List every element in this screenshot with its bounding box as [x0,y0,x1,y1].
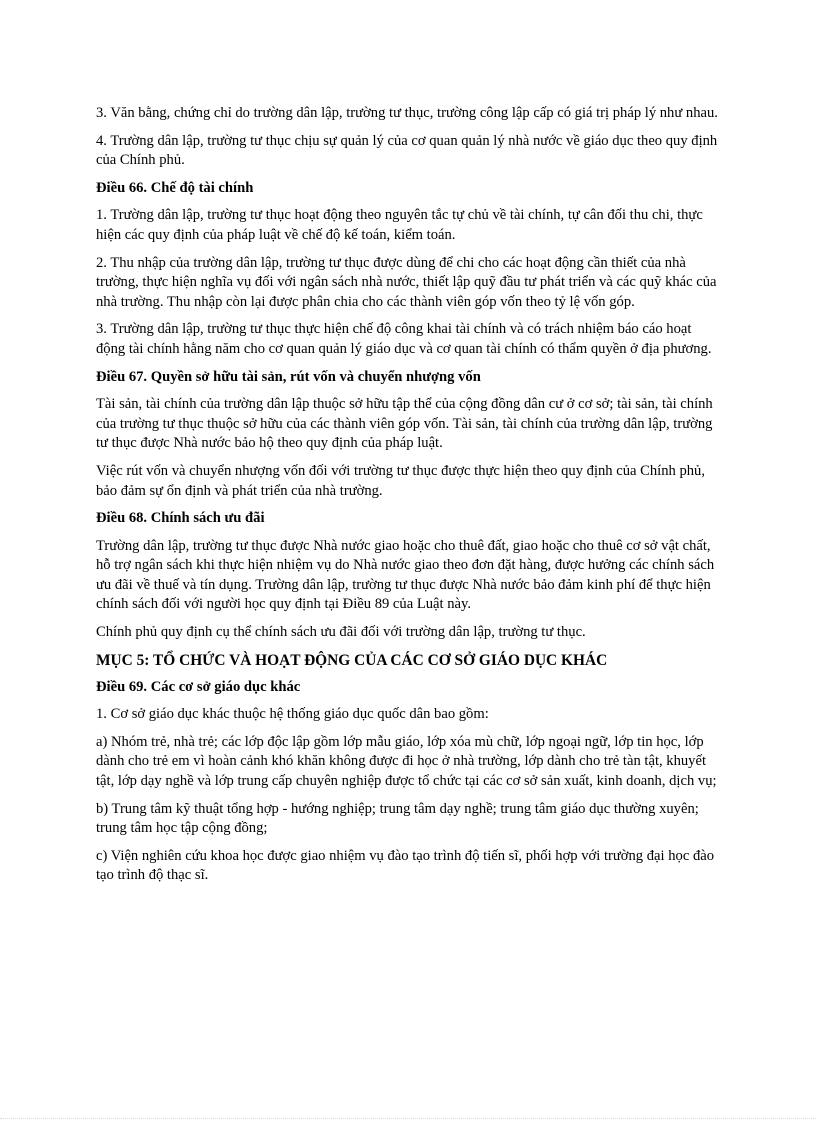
article-68-heading: Điều 68. Chính sách ưu đãi [96,510,265,527]
document-page [96,104,720,894]
article-67-heading: Điều 67. Quyền sở hữu tài sản, rút vốn và chuyển nhượng vốn [96,368,481,385]
article-66-clause-1: 1. Trường dân lập, trường tư thục hoạt động theo nguyên tắc tự chủ về tài chính, tự cân đối thu chi, thực hiện các quy định của pháp luật về chế độ kế toán, kiểm toán. [96,207,703,243]
page-bottom-divider [0,1118,816,1119]
article-69-item-b: b) Trung tâm kỹ thuật tổng hợp - hướng nghiệp; trung tâm dạy nghề; trung tâm giáo dục thường xuyên; trung tâm học tập cộng đồng; [96,800,699,837]
section-5-heading: MỤC 5: TỔ CHỨC VÀ HOẠT ĐỘNG CỦA CÁC CƠ SỞ GIÁO DỤC KHÁC [96,651,608,669]
article-66-clause-2: 2. Thu nhập của trường dân lập, trường tư thục được dùng để chi cho các hoạt động cần thiết của nhà trường, thực hiện nghĩa vụ đối với ngân sách nhà nước, thiết lập quỹ đầu tư phát triển và các quỹ khác của nhà trường. Thu nhập còn lại được phân chia cho các thành viên góp vốn theo tỷ lệ vốn góp. [96,254,717,310]
article-69-item-a: a) Nhóm trẻ, nhà trẻ; các lớp độc lập gồm lớp mẫu giáo, lớp xóa mù chữ, lớp ngoại ngữ, lớp tin học, lớp dành cho trẻ em vì hoàn cảnh khó khăn không được đi học ở nhà trường, lớp dành cho trẻ tàn tật, khuyết tật, lớp dạy nghề và lớp trung cấp chuyên nghiệp được tổ chức tại các cơ sở sản xuất, kinh doanh, dịch vụ; [96,733,717,790]
article-69-item-c: c) Viện nghiên cứu khoa học được giao nhiệm vụ đào tạo trình độ tiến sĩ, phối hợp với trường đại học đào tạo trình độ thạc sĩ. [96,847,715,884]
article-67-paragraph-1: Tài sản, tài chính của trường dân lập thuộc sở hữu tập thể của cộng đồng dân cư ở cơ sở; tài sản, tài chính của trường tư thục thuộc sở hữu của các thành viên góp vốn. Tài sản, tài chính của trường dân lập, trường tư thục được Nhà nước bảo hộ theo quy định của pháp luật. [96,396,713,452]
article-66-heading: Điều 66. Chế độ tài chính [96,179,254,196]
article-68-paragraph-1: Trường dân lập, trường tư thục được Nhà nước giao hoặc cho thuê đất, giao hoặc cho thuê cơ sở vật chất, hỗ trợ ngân sách khi thực hiện nhiệm vụ do Nhà nước giao theo đơn đặt hàng, được hưởng các chính sách ưu đãi về thuế và tín dụng. Trường dân lập, trường tư thục được Nhà nước bảo đảm kinh phí để thực hiện chính sách đối với người học quy định tại Điều 89 của Luật này. [96,537,715,613]
paragraph-clause-4: 4. Trường dân lập, trường tư thục chịu sự quản lý của cơ quan quản lý nhà nước về giáo dục theo quy định của Chính phủ. [96,132,718,169]
article-66-clause-3: 3. Trường dân lập, trường tư thục thực hiện chế độ công khai tài chính và có trách nhiệm báo cáo hoạt động tài chính hằng năm cho cơ quan quản lý giáo dục và cơ quan tài chính có thẩm quyền ở địa phương. [96,321,712,357]
article-68-paragraph-2: Chính phủ quy định cụ thể chính sách ưu đãi đối với trường dân lập, trường tư thục. [96,624,586,641]
article-69-clause-1: 1. Cơ sở giáo dục khác thuộc hệ thống giáo dục quốc dân bao gồm: [96,706,489,723]
article-69-heading: Điều 69. Các cơ sở giáo dục khác [96,678,301,695]
paragraph-clause-3: 3. Văn bằng, chứng chỉ do trường dân lập, trường tư thục, trường công lập cấp có giá trị pháp lý như nhau. [96,105,718,121]
article-67-paragraph-2: Việc rút vốn và chuyển nhượng vốn đối với trường tư thục được thực hiện theo quy định của Chính phủ, bảo đảm sự ổn định và phát triển của nhà trường. [96,462,706,499]
